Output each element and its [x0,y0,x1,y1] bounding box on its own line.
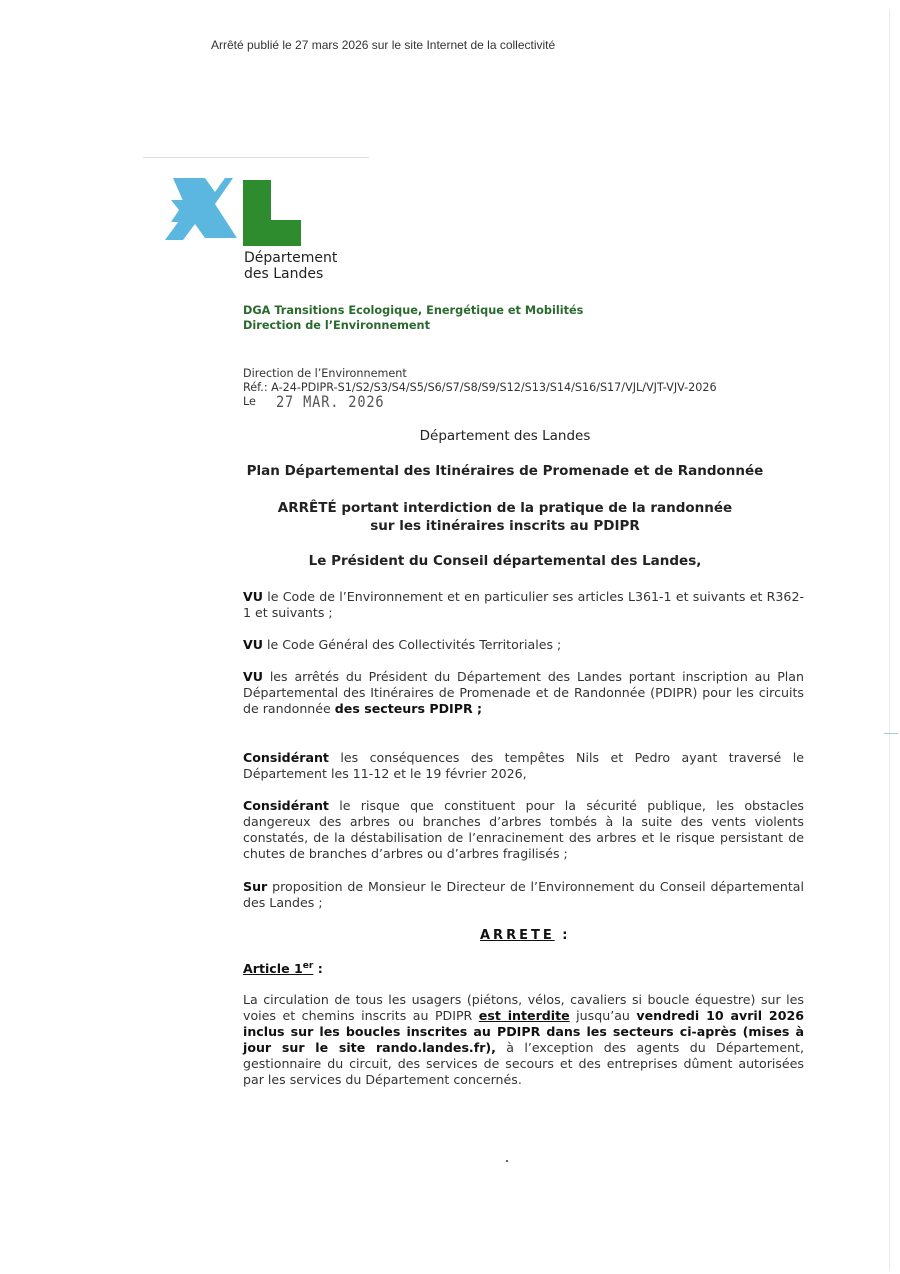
logo-department-name [244,250,337,282]
considerant-text: les conséquences des tempêtes Nils et Pedro ayant traversé le Département les 11-12 et le 19 février 2026, [243,750,804,781]
visa-paragraph [243,637,804,653]
reference-code: Réf.: A-24-PDIPR-S1/S2/S3/S4/S5/S6/S7/S8/S9/S12/S13/S14/S16/S17/VJL/VJT-VJV-2026 [243,381,717,394]
heading-department: Département des Landes [419,428,591,444]
article-1-text-3: à l’exception des agents du Département, gestionnaire du circuit, des services de secours et des entreprises dûment autorisées par les services du Département concernés. [243,1040,805,1087]
article-1-underlined: est interdite [478,1008,570,1023]
heading-plan: Plan Départemental des Itinéraires de Promenade et de Randonnée [246,463,764,479]
scan-mark [884,733,898,734]
proposition-lead: Sur [243,879,268,894]
considerant-lead: Considérant [243,798,329,813]
header-divider [143,157,369,158]
service-line1: DGA Transitions Ecologique, Energétique et Mobilités [243,304,584,317]
heading-arrete-line2: sur les itinéraires inscrits au PDIPR [370,518,640,534]
date-stamp: 27 MAR. 2026 [275,392,385,411]
arrete-title [480,928,570,943]
visa-text: les arrêtés du Président du Département des Landes portant inscription au Plan Départemental des Itinéraires de Promenade et de Randonnée (PDIPR) pour les circuits de randonnée [243,669,804,716]
visa-paragraph [243,669,804,717]
publication-note: Arrêté publié le 27 mars 2026 sur le site Internet de la collectivité [211,38,556,52]
article-1-colon: : [313,961,323,977]
service-block [243,303,583,333]
page-edge-line [889,10,890,1270]
reference-direction: Direction de l’Environnement [243,367,407,380]
article-1-label: Article 1 [243,961,303,977]
article-1-sup: er [302,961,314,971]
heading-arrete [150,499,860,535]
scan-dot [506,1160,508,1162]
visa-text: le Code de l’Environnement et en particulier ses articles L361-1 et suivants et R362-1 et suivants ; [243,589,804,620]
considerant-paragraph [243,798,804,862]
considerant-text: le risque que constituent pour la sécurité publique, les obstacles dangereux des arbres ou branches d’arbres tombés à la suite des vents violents constatés, de la déstabilisation de l’enracinement des arbres et le risque persistant de chutes de branches d’arbres ou d’arbres fragilisés ; [243,798,804,861]
article-1-title [243,961,323,976]
visa-lead: VU [243,669,263,684]
xl-logo-svg [165,178,245,248]
considerant-lead: Considérant [243,750,329,765]
article-1-paragraph [243,992,804,1088]
xl-logo-l-icon [243,180,303,246]
visa-text: le Code Général des Collectivités Territoriales ; [262,637,562,652]
reference-le-label: Le [243,395,256,408]
heading-arrete-line1: ARRÊTÉ portant interdiction de la pratique de la randonnée [277,500,733,516]
xl-logo-icon [165,178,245,252]
heading-president: Le Président du Conseil départemental des Landes, [308,553,702,569]
logo-name-line1: Département [244,250,338,266]
article-1-bold: vendredi 10 avril 2026 inclus sur les boucles inscrites au PDIPR dans les secteurs ci-après (mises à jour sur le site rando.landes.fr), [243,1008,804,1055]
visa-bold-tail: des secteurs PDIPR ; [334,701,483,716]
reference-date-line [243,392,717,411]
article-1-text-2: jusqu’au [569,1008,637,1023]
logo-name-line2: des Landes [244,266,324,282]
service-line2: Direction de l’Environnement [243,319,430,332]
proposition-text: proposition de Monsieur le Directeur de l’Environnement du Conseil départemental des Landes ; [243,879,804,910]
considerant-paragraph [243,750,804,782]
arrete-title-colon: : [554,928,571,943]
visa-lead: VU [243,589,263,604]
article-1-text-1: La circulation de tous les usagers (piétons, vélos, cavaliers si boucle équestre) sur les voies et chemins inscrits au PDIPR [243,992,804,1023]
visa-paragraph [243,589,804,621]
reference-block [243,367,717,409]
proposition-paragraph [243,879,804,911]
visa-lead: VU [243,637,263,652]
arrete-title-text: ARRETE [480,928,555,943]
